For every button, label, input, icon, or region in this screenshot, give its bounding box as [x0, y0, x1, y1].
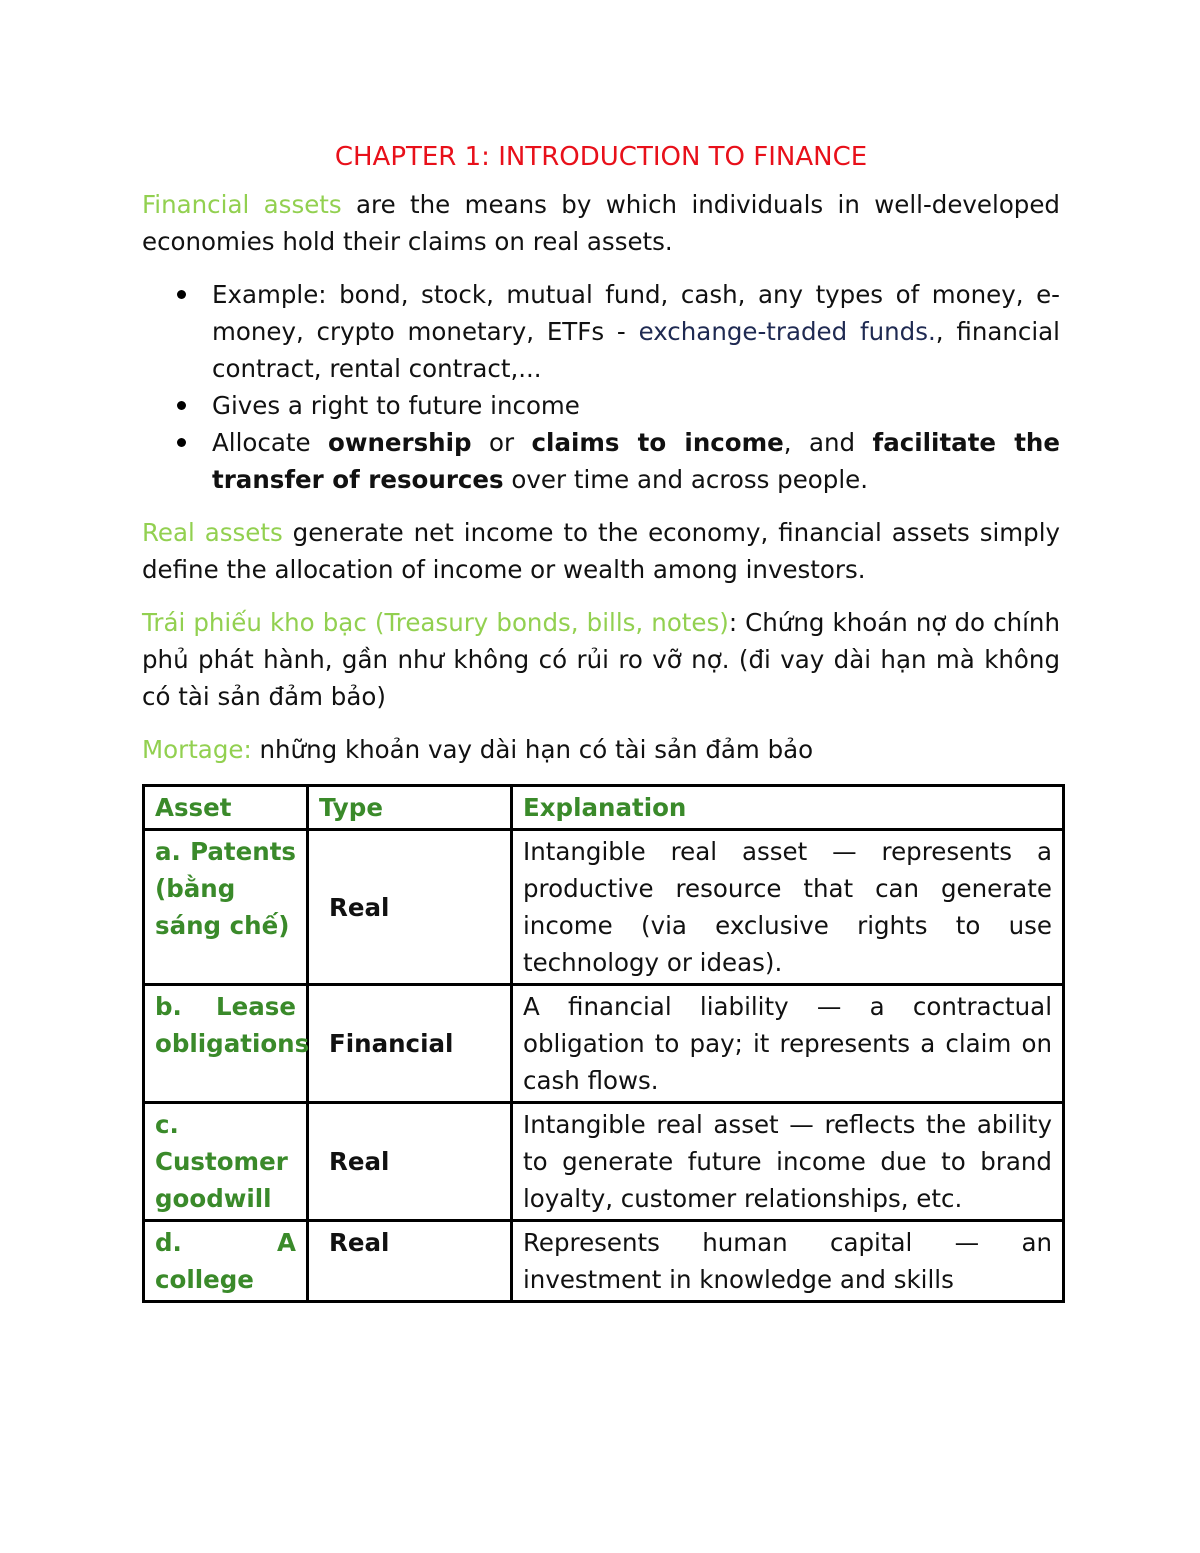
- type-cell: Real: [308, 1103, 512, 1221]
- mortgage-text: những khoản vay dài hạn có tài sản đảm bảo: [251, 735, 814, 764]
- document-page: [142, 140, 1060, 1303]
- bullet-list: [142, 276, 1060, 498]
- example-text-end: , financial contract, rental contract,...: [212, 317, 1060, 383]
- or-text: or: [471, 428, 532, 457]
- asset-cell: d. A college: [144, 1221, 308, 1302]
- type-cell: Real: [308, 830, 512, 985]
- real-assets-term: Real assets: [142, 518, 283, 547]
- explanation-cell: Represents human capital — an investment in knowledge and skills: [512, 1221, 1064, 1302]
- type-cell: Real: [308, 1221, 512, 1302]
- table-row: [144, 1103, 1064, 1221]
- table-row: [144, 1221, 1064, 1302]
- treasury-paragraph: [142, 604, 1060, 715]
- example-text: Example: bond, stock, mutual fund, cash, any types of money, e-money, crypto monetary, ETFs -: [212, 280, 1060, 346]
- explanation-cell: Intangible real asset — represents a productive resource that can generate income (via exclusive rights to use technology or ideas).: [512, 830, 1064, 985]
- mortgage-paragraph: [142, 731, 1060, 768]
- etf-term: exchange-traded funds.: [638, 317, 936, 346]
- header-asset: Asset: [144, 786, 308, 830]
- bullet-item-example: [142, 276, 1060, 387]
- asset-cell: a. Patents (bằng sáng chế): [144, 830, 308, 985]
- treasury-colon: :: [728, 608, 738, 637]
- financial-assets-paragraph: [142, 186, 1060, 260]
- table-header-row: [144, 786, 1064, 830]
- over-time-text: over time and across people.: [503, 465, 869, 494]
- table-row: [144, 985, 1064, 1103]
- asset-table: [142, 784, 1065, 1303]
- chapter-title: CHAPTER 1: INTRODUCTION TO FINANCE: [334, 142, 868, 172]
- header-explanation: Explanation: [512, 786, 1064, 830]
- claims-bold: claims to income: [531, 428, 784, 457]
- mortgage-term: Mortage:: [142, 735, 252, 764]
- type-cell: Financial: [308, 985, 512, 1103]
- explanation-cell: Intangible real asset — reflects the ability to generate future income due to brand loyalty, customer relationships, etc.: [512, 1103, 1064, 1221]
- facilitate-bold: facilitate the transfer of resources: [212, 428, 1060, 494]
- real-assets-text: generate net income to the economy, financial assets simply define the allocation of income or wealth among investors.: [142, 518, 1060, 584]
- right-text: Gives a right to future income: [212, 391, 580, 420]
- asset-cell: b. Lease obligations: [144, 985, 308, 1103]
- financial-assets-term: Financial assets: [142, 190, 342, 219]
- and-text: , and: [783, 428, 873, 457]
- explanation-cell: A financial liability — a contractual obligation to pay; it represents a claim on cash flows.: [512, 985, 1064, 1103]
- treasury-text: Chứng khoán nợ do chính phủ phát hành, gần như không có rủi ro vỡ nợ. (đi vay dài hạn mà không có tài sản đảm bảo): [142, 608, 1060, 711]
- bullet-item-allocate: [142, 424, 1060, 498]
- ownership-bold: ownership: [327, 428, 472, 457]
- header-type: Type: [308, 786, 512, 830]
- bullet-item-right: [142, 387, 1060, 424]
- financial-assets-text: are the means by which individuals in well-developed economies hold their claims on real assets.: [142, 190, 1060, 256]
- treasury-term: Trái phiếu kho bạc (Treasury bonds, bills, notes): [142, 608, 729, 637]
- allocate-text: Allocate: [212, 428, 328, 457]
- real-assets-paragraph: [142, 514, 1060, 588]
- asset-cell: c. Customer goodwill: [144, 1103, 308, 1221]
- table-row: [144, 830, 1064, 985]
